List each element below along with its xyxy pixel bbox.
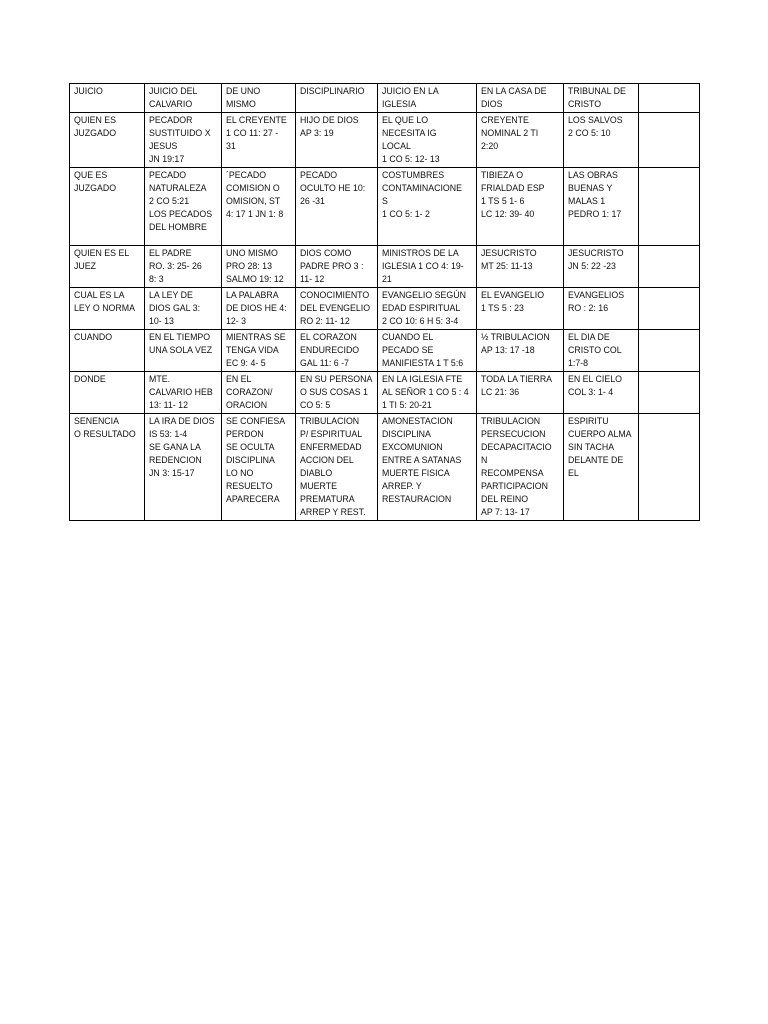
table-row — [70, 168, 700, 246]
table-cell: AMONESTACION DISCIPLINA EXCOMUNION ENTRE A SATANAS MUERTE FISICA ARREP. Y RESTAURACION — [378, 414, 477, 521]
row-header-cell: QUIEN ES JUZGADO — [70, 113, 145, 168]
row-header-cell: QUIEN ES EL JUEZ — [70, 246, 145, 288]
table-cell: ESPIRITU CUERPO ALMA SIN TACHA DELANTE DE EL — [564, 414, 639, 521]
table-cell: EN EL CIELO COL 3: 1- 4 — [564, 372, 639, 414]
table-cell — [639, 288, 700, 330]
table-cell: UNO MISMO PRO 28: 13 SALMO 19: 12 — [222, 246, 296, 288]
table-cell: LAS OBRAS BUENAS Y MALAS 1 PEDRO 1: 17 — [564, 168, 639, 246]
table-cell: JESUCRISTO JN 5: 22 -23 — [564, 246, 639, 288]
judgments-table — [69, 83, 700, 521]
table-cell: JUICIO DEL CALVARIO — [145, 84, 222, 113]
table-cell: EL CORAZON ENDURECIDO GAL 11: 6 -7 — [296, 330, 378, 372]
table-cell: CUANDO EL PECADO SE MANIFIESTA 1 T 5:6 — [378, 330, 477, 372]
table-cell: LA IRA DE DIOS IS 53: 1-4 SE GANA LA REDENCION JN 3: 15-17 — [145, 414, 222, 521]
table-cell — [639, 113, 700, 168]
row-header-cell: CUAL ES LA LEY O NORMA — [70, 288, 145, 330]
table-row — [70, 414, 700, 521]
table-cell: JUICIO EN LA IGLESIA — [378, 84, 477, 113]
table-cell: MINISTROS DE LA IGLESIA 1 CO 4: 19- 21 — [378, 246, 477, 288]
table-cell: MIENTRAS SE TENGA VIDA EC 9: 4- 5 — [222, 330, 296, 372]
table-cell: EN LA CASA DE DIOS — [477, 84, 564, 113]
row-header-cell: CUANDO — [70, 330, 145, 372]
row-header-cell: QUE ES JUZGADO — [70, 168, 145, 246]
table-cell: CREYENTE NOMINAL 2 TI 2:20 — [477, 113, 564, 168]
table-cell: DISCIPLINARIO — [296, 84, 378, 113]
table-cell: TIBIEZA O FRIALDAD ESP 1 TS 5 1- 6 LC 12: 39- 40 — [477, 168, 564, 246]
table-cell: PECADO OCULTO HE 10: 26 -31 — [296, 168, 378, 246]
table-row — [70, 372, 700, 414]
table-row — [70, 113, 700, 168]
table-cell: SE CONFIESA PERDON SE OCULTA DISCIPLINA LO NO RESUELTO APARECERA — [222, 414, 296, 521]
table-row — [70, 246, 700, 288]
table-cell: EL EVANGELIO 1 TS 5 : 23 — [477, 288, 564, 330]
table-cell: JESUCRISTO MT 25: 11-13 — [477, 246, 564, 288]
table-cell: ½ TRIBULACION AP 13: 17 -18 — [477, 330, 564, 372]
table-cell: EN EL CORAZON/ ORACION — [222, 372, 296, 414]
table-cell: EL CREYENTE 1 CO 11: 27 - 31 — [222, 113, 296, 168]
table-cell: PECADOR SUSTITUIDO X JESUS JN 19:17 — [145, 113, 222, 168]
table-cell: EVANGELIOS RO : 2: 16 — [564, 288, 639, 330]
table-cell: DIOS COMO PADRE PRO 3 : 11- 12 — [296, 246, 378, 288]
table-cell — [639, 168, 700, 246]
table-row — [70, 330, 700, 372]
table-cell: COSTUMBRES CONTAMINACIONE S 1 CO 5: 1- 2 — [378, 168, 477, 246]
table-cell: DE UNO MISMO — [222, 84, 296, 113]
table-cell: EVANGELIO SEGÚN EDAD ESPIRITUAL 2 CO 10: 6 H 5: 3-4 — [378, 288, 477, 330]
table-cell — [639, 414, 700, 521]
table-cell: EL QUE LO NECESITA IG LOCAL 1 CO 5: 12- 13 — [378, 113, 477, 168]
row-header-cell: SENENCIA O RESULTADO — [70, 414, 145, 521]
table-cell — [639, 246, 700, 288]
table-cell: EL PADRE RO. 3: 25- 26 8: 3 — [145, 246, 222, 288]
table-cell: PECADO NATURALEZA 2 CO 5:21 LOS PECADOS DEL HOMBRE — [145, 168, 222, 246]
table-cell: CONOCIMIENTO DEL EVENGELIO RO 2: 11- 12 — [296, 288, 378, 330]
table-cell: LA PALABRA DE DIOS HE 4: 12- 3 — [222, 288, 296, 330]
row-header-cell: JUICIO — [70, 84, 145, 113]
table-body — [70, 84, 700, 521]
row-header-cell: DONDE — [70, 372, 145, 414]
table-cell: LOS SALVOS 2 CO 5: 10 — [564, 113, 639, 168]
table-cell: TODA LA TIERRA LC 21: 36 — [477, 372, 564, 414]
table-cell: TRIBULACION PERSECUCION DECAPACITACIO N RECOMPENSA PARTICIPACION DEL REINO AP 7: 13- 17 — [477, 414, 564, 521]
table-cell: LA LEY DE DIOS GAL 3: 10- 13 — [145, 288, 222, 330]
table-cell — [639, 330, 700, 372]
table-cell — [639, 372, 700, 414]
table-cell: EL DIA DE CRISTO COL 1:7-8 — [564, 330, 639, 372]
table-cell: EN SU PERSONA O SUS COSAS 1 CO 5: 5 — [296, 372, 378, 414]
table-cell: EN EL TIEMPO UNA SOLA VEZ — [145, 330, 222, 372]
table-row — [70, 288, 700, 330]
table-row — [70, 84, 700, 113]
table-cell: MTE. CALVARIO HEB 13: 11- 12 — [145, 372, 222, 414]
table-cell: HIJO DE DIOS AP 3: 19 — [296, 113, 378, 168]
table-cell: TRIBULACION P/ ESPIRITUAL ENFERMEDAD ACCION DEL DIABLO MUERTE PREMATURA ARREP Y REST. — [296, 414, 378, 521]
table-cell — [639, 84, 700, 113]
table-cell: ´PECADO COMISION O OMISION, ST 4: 17 1 JN 1: 8 — [222, 168, 296, 246]
table-cell: TRIBUNAL DE CRISTO — [564, 84, 639, 113]
table-cell: EN LA IGLESIA FTE AL SEÑOR 1 CO 5 : 4 1 TI 5: 20-21 — [378, 372, 477, 414]
